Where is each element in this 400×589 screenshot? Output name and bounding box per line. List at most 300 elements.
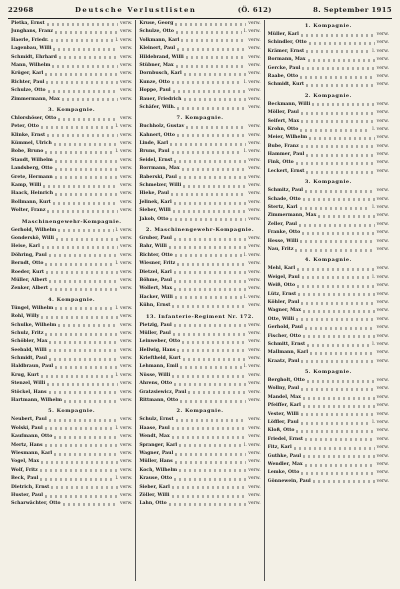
leader-dots: [177, 107, 246, 110]
leader-dots: [55, 160, 118, 163]
entry-name: Richter, Paul: [11, 79, 45, 85]
casualty-entry: [268, 274, 389, 282]
casualty-entry: [268, 444, 389, 452]
entry-name: Krüger, Karl: [11, 71, 44, 77]
casualty-entry: [268, 349, 389, 357]
casualty-entry: [139, 37, 260, 45]
entry-name: Linde, Karl: [139, 141, 169, 147]
leader-dots: [300, 207, 371, 210]
entry-name: Wiesner, Fritz: [139, 261, 176, 267]
casualty-entry: [139, 294, 260, 302]
leader-dots: [42, 246, 118, 249]
entry-status: verw.: [248, 141, 261, 147]
entry-name: Meier, Wilhelm: [267, 135, 308, 141]
casualty-entry: [268, 299, 389, 307]
entry-name: Wiesmann, Karl: [11, 450, 53, 456]
leader-dots: [176, 419, 247, 422]
entry-status: l. verw.: [115, 261, 133, 267]
entry-name: Dietzel, Karl: [139, 269, 172, 275]
leader-dots: [175, 23, 246, 26]
entry-name: Schmidt, Ehrhard: [11, 54, 57, 60]
entry-name: Nau, Fritz: [267, 246, 294, 252]
casualty-entry: [11, 174, 132, 182]
leader-dots: [55, 168, 118, 171]
casualty-entry: [268, 65, 389, 73]
leader-dots: [305, 438, 375, 441]
casualty-entry: [268, 282, 389, 290]
leader-dots: [174, 271, 247, 274]
entry-status: verw.: [119, 88, 133, 94]
leader-dots: [312, 103, 374, 106]
leader-dots: [172, 305, 246, 308]
entry-name: Haldbraun, Paul: [11, 364, 54, 370]
leader-dots: [180, 400, 246, 403]
leader-dots: [171, 193, 246, 196]
casualty-entry: [11, 416, 132, 424]
casualty-entry: [268, 461, 389, 469]
casualty-entry: [268, 419, 389, 427]
entry-name: Schmitt, Ernst: [267, 341, 306, 347]
entry-name: Lütz, Ernst: [267, 291, 297, 297]
entry-name: Zöller, Willi: [139, 492, 170, 498]
entry-status: l. verw.: [243, 79, 261, 85]
entry-status: verw.: [119, 277, 133, 283]
entry-name: Seifert, Max: [267, 118, 300, 124]
leader-dots: [309, 42, 375, 45]
casualty-entry: [139, 442, 260, 450]
casualty-entry: [268, 204, 389, 212]
casualty-entry: [11, 269, 132, 277]
entry-status: l. verw.: [372, 126, 389, 132]
entry-name: Schmidt, Kurt: [267, 82, 305, 88]
entry-status: verw.: [376, 358, 389, 364]
leader-dots: [180, 366, 242, 369]
leader-dots: [49, 280, 118, 283]
casualty-entry: [268, 56, 389, 64]
section-heading: 13. Infanterie-Regiment Nr. 172.: [145, 313, 254, 320]
entry-status: verw.: [376, 299, 389, 305]
leader-dots: [41, 375, 114, 378]
leader-dots: [56, 238, 118, 241]
entry-name: Franke, Otto: [267, 230, 301, 236]
entry-status: verw.: [376, 436, 389, 442]
issue-number: (Ö. 612): [237, 6, 272, 14]
casualty-entry: [139, 389, 260, 397]
casualty-entry: [139, 475, 260, 483]
casualty-entry: [11, 277, 132, 285]
casualty-entry: [139, 28, 260, 36]
entry-status: verw.: [119, 364, 133, 370]
entry-name: Baberski, Paul: [139, 174, 177, 180]
leader-dots: [174, 160, 246, 163]
leader-dots: [174, 383, 246, 386]
casualty-entry: [11, 433, 132, 441]
entry-status: verw.: [119, 417, 133, 423]
entry-name: Mehl, Karl: [267, 266, 296, 272]
entry-name: Kahnert, Otto: [139, 132, 175, 138]
entry-status: l. verw.: [115, 124, 133, 130]
entry-name: Lemke, Otto: [267, 470, 300, 476]
leader-dots: [58, 324, 118, 327]
leader-dots: [169, 503, 247, 506]
entry-name: Pietzig, Paul: [139, 322, 172, 328]
leader-dots: [172, 495, 247, 498]
leader-dots: [174, 202, 247, 205]
leader-dots: [298, 293, 375, 296]
entry-name: Roeder, Kurt: [11, 269, 44, 275]
leader-dots: [49, 419, 118, 422]
leader-dots: [172, 151, 242, 154]
casualty-entry: [268, 478, 389, 486]
casualty-entry: [11, 363, 132, 371]
entry-name: Krohn, Otto: [267, 126, 299, 132]
entry-status: verw.: [119, 252, 133, 258]
entry-status: verw.: [248, 261, 261, 267]
leader-dots: [179, 176, 246, 179]
entry-name: Stenzel, Willi: [11, 381, 46, 387]
entry-status: verw.: [248, 208, 261, 214]
leader-dots: [306, 50, 370, 53]
entry-status: verw.: [248, 71, 261, 77]
entry-name: Bormann, Max: [267, 57, 306, 63]
casualty-entry: [268, 436, 389, 444]
leader-dots: [303, 455, 375, 458]
leader-dots: [55, 193, 118, 196]
entry-status: verw.: [376, 168, 389, 174]
entry-status: verw.: [248, 476, 261, 482]
entry-name: Ahrens, Otto: [139, 381, 173, 387]
entry-name: Dornbusch, Karl: [139, 71, 182, 77]
entry-name: Fischer, Otto: [267, 333, 301, 339]
entry-name: Junghans, Franz: [11, 29, 54, 35]
casualty-entry: [139, 500, 260, 508]
entry-status: verw.: [119, 62, 133, 68]
leader-dots: [184, 98, 247, 101]
entry-status: verw.: [248, 286, 261, 292]
entry-status: verw.: [248, 347, 261, 353]
leader-dots: [175, 461, 247, 464]
casualty-entry: [268, 81, 389, 89]
leader-dots: [50, 288, 118, 291]
entry-name: Hesse, Willi: [267, 238, 299, 244]
entry-name: Bobe, Bruno: [11, 149, 44, 155]
leader-dots: [301, 34, 375, 37]
casualty-entry: [268, 151, 389, 159]
entry-status: verw.: [376, 230, 389, 236]
leader-dots: [55, 366, 118, 369]
entry-name: Staudt, Wilhelm: [11, 157, 53, 163]
leader-dots: [179, 444, 242, 447]
casualty-entry: [11, 313, 132, 321]
entry-name: Stübner, Max: [139, 62, 174, 68]
leader-dots: [303, 405, 375, 408]
casualty-entry: [139, 363, 260, 371]
leader-dots: [302, 276, 371, 279]
entry-name: Grete, Hermann: [11, 174, 53, 180]
entry-status: verw.: [376, 101, 389, 107]
entry-status: verw.: [248, 303, 261, 309]
entry-status: verw.: [119, 381, 133, 387]
entry-name: Fitz, Karl: [267, 445, 292, 451]
leader-dots: [45, 263, 113, 266]
entry-status: verw.: [248, 132, 261, 138]
entry-status: verw.: [119, 389, 133, 395]
entry-name: Wolf, Fritz: [11, 467, 38, 473]
entry-status: verw.: [376, 196, 389, 202]
casualty-entry: [11, 347, 132, 355]
leader-dots: [303, 198, 375, 201]
section-heading: 1. Kompagnie.: [304, 23, 352, 29]
leader-dots: [169, 246, 246, 249]
entry-status: verw.: [248, 339, 261, 345]
entry-status: l. verw.: [115, 305, 133, 311]
entry-name: Zimmermann, Max: [11, 96, 60, 102]
entry-name: Stertz, Karl: [267, 205, 298, 211]
entry-name: Müller, Albert: [11, 277, 48, 283]
casualty-entry: [139, 277, 260, 285]
casualty-entry: [11, 305, 132, 313]
entry-name: Kloß, Otto: [267, 428, 295, 434]
entry-status: verw.: [119, 459, 133, 465]
casualty-entry: [268, 73, 389, 81]
leader-dots: [301, 360, 374, 363]
casualty-entry: [268, 385, 389, 393]
entry-status: l. verw.: [115, 476, 133, 482]
entry-status: verw.: [119, 339, 133, 345]
section-heading: 5. Kompagnie.: [48, 408, 96, 415]
entry-status: verw.: [119, 434, 133, 440]
casualty-entry: [139, 467, 260, 475]
entry-status: l. verw.: [372, 274, 389, 280]
entry-name: Koch, Wilhelm: [139, 467, 178, 473]
entry-name: Schäfer, Wilh.: [139, 104, 176, 110]
casualty-entry: [139, 416, 260, 424]
entry-status: verw.: [376, 308, 389, 314]
casualty-entry: [268, 411, 389, 419]
leader-dots: [301, 302, 374, 305]
leader-dots: [49, 358, 118, 361]
leader-dots: [305, 190, 375, 193]
entry-status: verw.: [119, 235, 133, 241]
leader-dots: [40, 478, 113, 481]
casualty-entry: [139, 20, 260, 28]
leader-dots: [181, 39, 246, 42]
entry-name: Schade, Otto: [267, 196, 301, 202]
entry-name: Kümmel, Ulrich: [11, 141, 52, 147]
casualty-entry: [11, 28, 132, 36]
entry-name: Wolter, Franz: [11, 208, 46, 214]
entry-status: verw.: [248, 96, 261, 102]
entry-status: l. verw.: [243, 364, 261, 370]
entry-status: verw.: [119, 442, 133, 448]
casualty-entry: [11, 227, 132, 235]
leader-dots: [172, 427, 247, 430]
entry-name: Weigel, Paul: [267, 274, 300, 280]
entry-status: verw.: [119, 314, 133, 320]
casualty-entry: [11, 500, 132, 508]
leader-dots: [300, 240, 374, 243]
leader-dots: [45, 495, 118, 498]
casualty-entry: [11, 45, 132, 53]
leader-dots: [54, 143, 118, 146]
leader-dots: [177, 263, 246, 266]
casualty-entry: [268, 402, 389, 410]
leader-dots: [296, 162, 375, 165]
text-columns: [8, 20, 392, 581]
entry-name: Hieke, Paul: [139, 191, 170, 197]
leader-dots: [49, 254, 118, 257]
entry-status: verw.: [248, 37, 261, 43]
entry-status: l. verw.: [243, 252, 261, 258]
entry-status: verw.: [376, 213, 389, 219]
entry-name: Huster, Paul: [11, 492, 43, 498]
casualty-entry: [268, 109, 389, 117]
leader-dots: [64, 400, 118, 403]
casualty-entry: [139, 148, 260, 156]
casualty-entry: [139, 132, 260, 140]
entry-status: verw.: [248, 62, 261, 68]
entry-name: Scharwächter, Otto: [11, 501, 61, 507]
casualty-entry: [139, 182, 260, 190]
entry-name: Gercke, Paul: [267, 65, 301, 71]
entry-status: verw.: [376, 411, 389, 417]
page-number: 22968: [8, 6, 34, 14]
casualty-entry: [11, 252, 132, 260]
entry-name: Lehmann, Emil: [139, 364, 179, 370]
entry-name: Bahr, Willi: [139, 244, 167, 250]
leader-dots: [174, 478, 246, 481]
entry-status: verw.: [376, 283, 389, 289]
leader-dots: [303, 397, 375, 400]
casualty-entry: [268, 333, 389, 341]
entry-status: verw.: [119, 398, 133, 404]
entry-name: Sieber, Karl: [139, 484, 170, 490]
casualty-entry: [11, 70, 132, 78]
leader-dots: [313, 480, 375, 483]
entry-status: verw.: [248, 166, 261, 172]
entry-status: verw.: [376, 461, 389, 467]
entry-status: verw.: [248, 216, 261, 222]
entry-status: verw.: [248, 417, 261, 423]
entry-name: Leckert, Ernst: [267, 168, 305, 174]
leader-dots: [46, 81, 118, 84]
leader-dots: [172, 486, 246, 489]
casualty-entry: [268, 324, 389, 332]
entry-name: Schmelzer, Willi: [139, 183, 182, 189]
casualty-entry: [268, 143, 389, 151]
entry-name: Pfeiffer, Karl: [267, 403, 301, 409]
entry-status: verw.: [376, 143, 389, 149]
entry-name: Bruns, Paul: [139, 149, 170, 155]
leader-dots: [301, 422, 371, 425]
entry-name: Wagner, Paul: [139, 450, 174, 456]
entry-status: verw.: [248, 88, 261, 94]
casualty-entry: [139, 79, 260, 87]
casualty-entry: [268, 196, 389, 204]
entry-name: Wendt, Max: [139, 434, 170, 440]
entry-status: verw.: [376, 386, 389, 392]
entry-name: Wagner, Max: [267, 308, 301, 314]
section-heading: 4. Kompagnie.: [304, 257, 352, 264]
entry-status: verw.: [248, 425, 261, 431]
casualty-entry: [268, 427, 389, 435]
entry-name: Volkmann, Karl: [139, 37, 180, 43]
entry-name: Schindler, Otto: [267, 40, 307, 46]
leader-dots: [48, 90, 118, 93]
casualty-entry: [139, 70, 260, 78]
entry-status: l. verw.: [243, 294, 261, 300]
leader-dots: [175, 296, 242, 299]
casualty-entry: [268, 291, 389, 299]
entry-name: Schulz, Ernst: [139, 417, 174, 423]
leader-dots: [318, 215, 374, 218]
entry-name: Hammer, Paul: [267, 152, 305, 158]
casualty-entry: [139, 380, 260, 388]
entry-status: verw.: [119, 166, 133, 172]
casualty-entry: [139, 216, 260, 224]
entry-status: verw.: [119, 501, 133, 507]
section-heading: 5. Kompagnie.: [304, 369, 352, 376]
entry-status: verw.: [376, 65, 389, 71]
casualty-entry: [268, 118, 389, 126]
entry-name: Hacker, Willi: [139, 294, 173, 300]
entry-name: Schulz, Fritz: [11, 330, 44, 336]
entry-status: l. verw.: [372, 48, 389, 54]
leader-dots: [186, 126, 246, 129]
entry-status: verw.: [248, 372, 261, 378]
casualty-entry: [139, 174, 260, 182]
casualty-entry: [11, 96, 132, 104]
page-header: [8, 6, 392, 19]
leader-dots: [51, 39, 114, 42]
leader-dots: [55, 31, 118, 34]
entry-name: Schmitz, Paul: [267, 188, 304, 194]
entry-name: Bauer, Friedrich: [139, 96, 182, 102]
leader-dots: [183, 358, 247, 361]
entry-status: l. verw.: [243, 442, 261, 448]
entry-name: Dietrich, Ernst: [11, 484, 50, 490]
leader-dots: [300, 76, 374, 79]
entry-status: verw.: [119, 21, 133, 26]
casualty-entry: [139, 54, 260, 62]
entry-name: Spranger, Karl: [139, 442, 178, 448]
leader-dots: [305, 327, 375, 330]
leader-dots: [302, 67, 374, 70]
entry-name: Wollert, Max: [139, 286, 173, 292]
entry-name: Kleinert, Paul: [139, 46, 176, 52]
leader-dots: [309, 137, 375, 140]
entry-name: Haase, Paul: [139, 425, 170, 431]
casualty-entry: [268, 246, 389, 254]
entry-status: verw.: [248, 235, 261, 241]
entry-status: verw.: [376, 445, 389, 451]
entry-name: Bube, Franz: [267, 143, 299, 149]
leader-dots: [174, 288, 246, 291]
entry-name: Seidel, Ernst: [139, 157, 173, 163]
entry-name: Rittmann, Otto: [139, 398, 179, 404]
entry-status: verw.: [119, 132, 133, 138]
entry-name: Zimmermann, Max: [267, 213, 317, 219]
entry-name: Stöckel, Hans: [11, 389, 47, 395]
casualty-entry: [11, 355, 132, 363]
casualty-entry: [11, 123, 132, 131]
casualty-entry: [139, 330, 260, 338]
entry-name: Gönnewein, Paul: [267, 478, 311, 484]
leader-dots: [59, 56, 118, 59]
entry-name: Krämer, Ernst: [267, 48, 305, 54]
casualty-entry: [11, 397, 132, 405]
leader-dots: [301, 388, 374, 391]
